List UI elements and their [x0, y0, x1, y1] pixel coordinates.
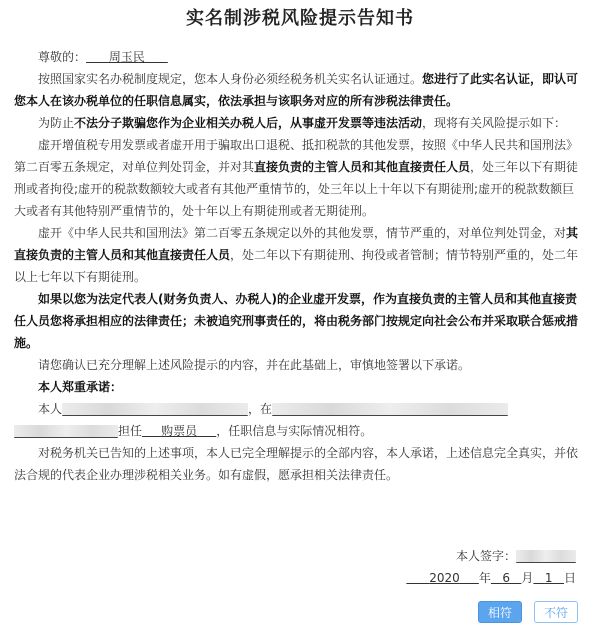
- redacted-id: [62, 403, 248, 416]
- date-year: 2020: [429, 571, 460, 585]
- date-month: 6: [502, 571, 510, 585]
- taxpayer-name: 周玉民: [108, 50, 145, 64]
- paragraph-bold-text: 其直接负责的主管人员和其他直接责任人员: [14, 226, 579, 262]
- paragraph-text: ，处二年以下有期徒刑、拘役或者管制；情节特别严重的，处二年以上七年以下有期徒刑。: [14, 248, 579, 284]
- paragraph-final: 对税务机关已告知的上述事项，本人已完全理解提示的全部内容，本人承诺，上述信息完全真实，并依法合规的代表企业办理涉税相关业务。如有虚假，愿承担相关法律责任。: [14, 446, 579, 482]
- paragraph-bold-text: 直接负责的主管人员和其他直接责任人员: [254, 160, 471, 174]
- notice-body: [14, 46, 586, 486]
- greeting-prefix: 尊敬的：: [38, 50, 87, 64]
- paragraph-verification: [14, 68, 586, 112]
- paragraph-text: 按照国家实名办税制度规定，您本人身份必须经税务机关实名认证通过。: [38, 72, 423, 86]
- paragraph-text: 为防止: [38, 116, 75, 130]
- paragraph-other-invoice: [14, 222, 586, 288]
- paragraph-text: ，现将有关风险提示如下：: [422, 116, 567, 130]
- paragraph-confirm: 请您确认已充分理解上述风险提示的内容，并在此基础上，审慎地签署以下承诺。: [38, 358, 471, 372]
- paragraph-vat-invoice: [14, 134, 586, 222]
- promise-role: 购票员: [161, 424, 198, 438]
- signature-field: [516, 550, 576, 563]
- confirm-button[interactable]: 相符: [478, 601, 522, 623]
- redacted-company: [272, 403, 508, 416]
- paragraph-text: 虚开《中华人民共和国刑法》第二百零五条规定以外的其他发票，情节严重的，对单位判处罚金，对: [38, 226, 567, 240]
- reject-button[interactable]: 不符: [534, 601, 578, 623]
- paragraph-bold-text: 不法分子欺骗您作为企业相关办税人后，从事虚开发票等违法活动: [74, 116, 423, 130]
- date-day: 1: [544, 571, 553, 585]
- paragraph-bold-text: 如果以您为法定代表人(财务负责人、办税人)的企业虚开发票，作为直接负责的主管人员和其他直接责任人员您将承担相应的法律责任；未被追究刑事责任的，将由税务部门按规定向社会公布并采取联合惩戒措施。: [14, 292, 579, 350]
- date-line: 2020 年 6 月 1 日: [429, 571, 576, 585]
- signature-block: [400, 545, 590, 589]
- signature-line: [400, 545, 590, 567]
- notice-title: 实名制涉税风险提示告知书: [186, 8, 414, 29]
- paragraph-text: ，处三年以下有期徒刑或者拘役;虚开的税款数额较大或者有其他严重情节的，处三年以上十年以下有期徒刑;虚开的税款数额巨大或者有其他特别严重情节的，处十年以上有期徒刑或者无期徒刑。: [14, 160, 579, 218]
- redacted-company-tail: [14, 425, 118, 438]
- promise-heading: 本人郑重承诺：: [38, 380, 123, 394]
- paragraph-warning-intro: [14, 112, 586, 134]
- paragraph-legal-responsibility: [14, 288, 586, 354]
- signature-label: 本人签字：: [455, 549, 516, 563]
- paragraph-text: 虚开增值税专用发票或者虚开用于骗取出口退税、抵扣税款的其他发票，按照《中华人民共和国刑法》第二百零五条规定，对单位判处罚金，并对其: [14, 138, 579, 174]
- greeting-line: [14, 46, 586, 68]
- paragraph-bold-text: 您进行了此实名认证，即认可您本人在该办税单位的任职信息属实，依法承担与该职务对应的所有涉税法律责任。: [14, 72, 579, 108]
- promise-line-2: 担任 购票员 ，任职信息与实际情况相符。: [14, 420, 586, 442]
- promise-line: 本人 ，在: [14, 398, 586, 420]
